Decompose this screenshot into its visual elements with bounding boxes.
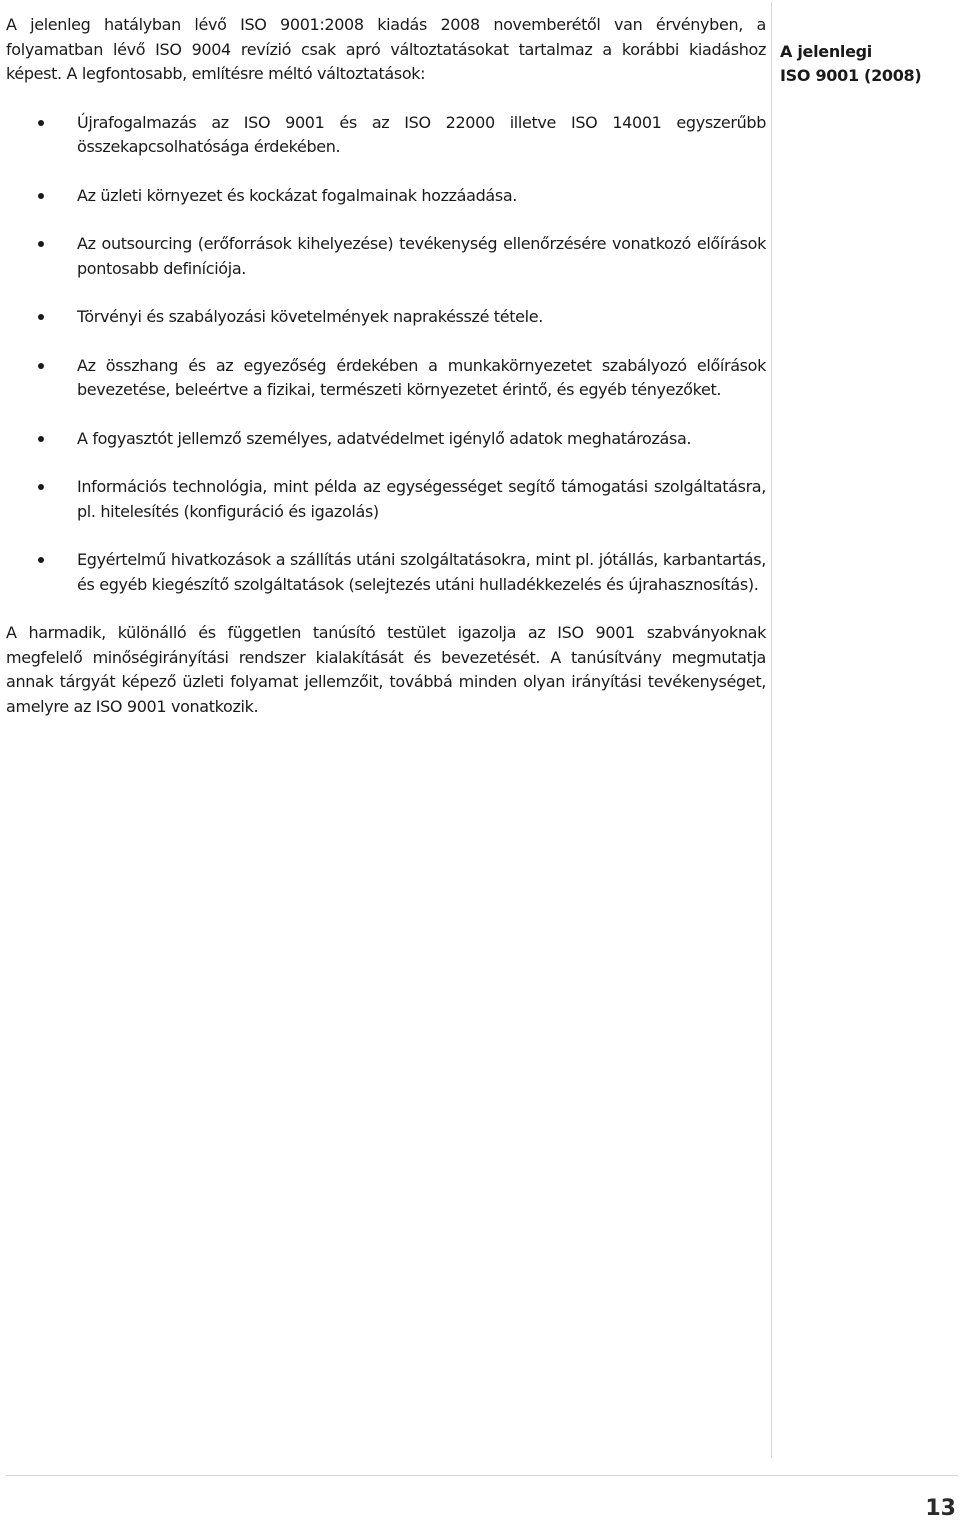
- changes-list: [6, 111, 766, 598]
- list-item-text: Információs technológia, mint példa az egységességet segítő támogatási szolgáltatásra, pl. hitelesítés (konfiguráció és igazolás): [77, 477, 766, 521]
- bullet-icon: [38, 120, 44, 126]
- bullet-icon: [38, 484, 44, 490]
- list-item-text: Az összhang és az egyezőség érdekében a munkakörnyezetet szabályozó előírások bevezetése, beleértve a fizikai, természeti környezetet érintő, és egyéb tényezőket.: [77, 355, 766, 399]
- page-number: 13: [925, 1496, 956, 1521]
- list-item-text: Az üzleti környezet és kockázat fogalmainak hozzáadása.: [77, 185, 518, 205]
- intro-paragraph: A jelenleg hatályban lévő ISO 9001:2008 kiadás 2008 novemberétől van érvényben, a folyamatban lévő ISO 9004 revízió csak apró változtatásokat tartalmaz a korábbi kiadáshoz képest. A legfontosabb, említésre méltó változtatások:: [6, 15, 766, 83]
- list-item: [6, 232, 766, 281]
- list-item: [6, 354, 766, 403]
- list-item-text: Egyértelmű hivatkozások a szállítás utáni szolgáltatásokra, mint pl. jótállás, karbantartás, és egyéb kiegészítő szolgáltatások (selejtezés utáni hulladékkezelés és újrahasznosítás).: [77, 550, 766, 594]
- list-item: [6, 184, 766, 209]
- list-item: [6, 475, 766, 524]
- list-item-text: Törvényi és szabályozási követelmények naprakésszé tétele.: [77, 307, 543, 326]
- sidebar-title-line2: ISO 9001 (2008): [780, 66, 922, 85]
- closing-paragraph: A harmadik, különálló és független tanúsító testület igazolja az ISO 9001 szabványoknak megfelelő minőségirányítási rendszer kialakítását és bevezetését. A tanúsítvány megmutatja annak tárgyát képező üzleti folyamat jellemzőit, továbbá minden olyan irányítási tevékenységet, amelyre az ISO 9001 vonatkozik.: [6, 623, 766, 716]
- bullet-icon: [38, 314, 44, 320]
- list-item: [6, 305, 766, 330]
- list-item: [6, 111, 766, 160]
- list-item: [6, 427, 766, 452]
- bullet-icon: [38, 557, 44, 563]
- footer-divider: [6, 1475, 958, 1476]
- bullet-icon: [38, 436, 44, 442]
- list-item-text: Újrafogalmazás az ISO 9001 és az ISO 22000 illetve ISO 14001 egyszerűbb összekapcsolhatósága érdekében.: [77, 112, 766, 156]
- list-item-text: A fogyasztót jellemző személyes, adatvédelmet igénylő adatok meghatározása.: [77, 428, 692, 448]
- sidebar-divider: [771, 2, 772, 1458]
- sidebar-title: [780, 40, 955, 88]
- bullet-icon: [38, 363, 44, 369]
- list-item: [6, 548, 766, 597]
- bullet-icon: [38, 241, 44, 247]
- list-item-text: Az outsourcing (erőforrások kihelyezése) tevékenység ellenőrzésére vonatkozó előírások pontosabb definíciója.: [77, 234, 766, 278]
- sidebar-title-line1: A jelenlegi: [780, 42, 872, 61]
- main-column: [6, 13, 766, 719]
- bullet-icon: [38, 193, 44, 199]
